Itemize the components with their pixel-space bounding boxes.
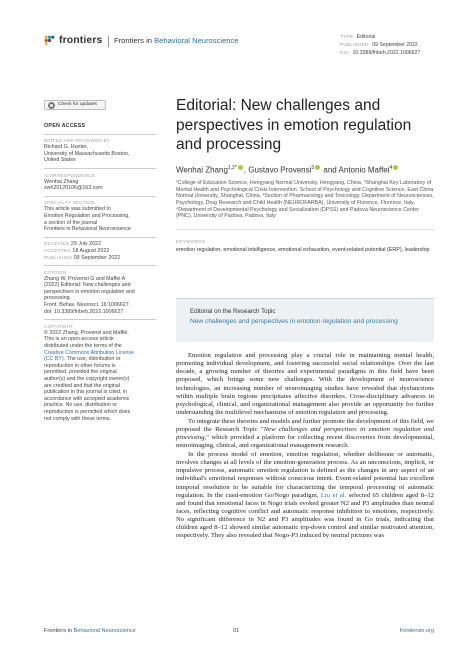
page-number: 01	[233, 628, 240, 634]
edited-label: EDITED AND REVIEWED BY	[44, 138, 111, 144]
frontiers-site-link[interactable]: frontiersin.org	[399, 628, 434, 634]
author-affiliation-marker: 1,2*	[227, 164, 237, 171]
body-text: selected 65 children aged 8–12 and found that emotional faces in Nogo trials evoked greater N2 and P3 amplitudes than neutral faces, reflecting cognitive conflict and automatic response inhibition to emotions, respectively. No significant difference in N2 and P3 amplitudes was found in Go trials, indicating that children aged 8–12 showed similar automatic top-down control and similar motivated attention, respectively. They also revealed that Nogo-P3 induced by neutral pictures was	[176, 491, 435, 540]
divider	[44, 196, 156, 197]
author-affiliation-marker: 3	[311, 164, 315, 171]
received-value: 29 July 2022	[70, 241, 101, 248]
frontiers-logo-icon	[44, 35, 55, 46]
accepted-value: 18 August 2022	[72, 247, 110, 254]
divider	[176, 229, 434, 230]
author-affiliation-marker: 4	[389, 164, 393, 171]
header-divider	[108, 36, 109, 47]
edited-value: Richard G. Hunter, University of Massachusetts Boston, United States	[44, 144, 130, 164]
divider	[44, 265, 156, 266]
author-name[interactable]: Gustavo Provensi	[248, 165, 312, 175]
author-name[interactable]: Wenhai Zhang	[176, 165, 228, 175]
body-paragraph	[176, 451, 434, 541]
accepted-row	[44, 248, 156, 255]
divider	[44, 237, 156, 238]
check-for-updates-button[interactable]	[44, 100, 106, 110]
correspondence-block	[44, 173, 156, 192]
orcid-icon[interactable]	[315, 165, 320, 170]
citation-link[interactable]: Liu et al.	[320, 491, 347, 499]
footer-journal-name[interactable]: Behavioral Neuroscience	[73, 628, 136, 634]
citation-label: CITATION	[44, 269, 67, 275]
check-updates-icon	[48, 102, 55, 109]
keywords-label: KEYWORDS	[176, 239, 206, 245]
body-text: ," which provided a platform for collecting recent discoveries from developmental, neuroimaging, clinical, and organizational management research.	[176, 434, 434, 450]
author-name[interactable]: Antonio Maffei	[338, 165, 390, 175]
correspondence-value[interactable]: Wenhai Zhang zwh20120106@163.com	[44, 178, 103, 192]
journal-prefix: Frontiers in	[114, 36, 152, 45]
specialty-block	[44, 200, 156, 232]
meta-type-label: TYPE	[340, 34, 354, 39]
article-body	[176, 352, 434, 541]
specialty-label: SPECIALTY SECTION	[44, 200, 95, 206]
divider	[44, 319, 156, 320]
copyright-block	[44, 324, 156, 422]
meta-published-value: 09 September 2022	[372, 42, 418, 49]
article-main	[176, 96, 434, 254]
body-text: To integrate these theories and models and further promote the development of this field, we proposed the Research Topic "	[176, 417, 434, 433]
footer-journal-prefix: Frontiers in	[44, 628, 72, 634]
article-meta	[340, 33, 420, 58]
logo-wordmark: frontiers	[59, 34, 103, 46]
footer-journal	[44, 628, 136, 634]
journal-name[interactable]	[114, 36, 239, 45]
research-topic-box	[176, 298, 434, 342]
affiliations: ¹College of Education Science, Hengyang Normal University, Hengyang, China, ²Shanghai Key Laboratory of Mental Health and Psychological Crisis Intervention, School of Psychology and Cognitive Science, East China Normal University, Shanghai, China, ³Section of Pharmacology and Toxicology, Department of Neurosciences, Psychology, Drug Research and Child Health (NEUROFARBA), University of Florence, Florence, Italy, ⁴Department of Developmental Psychology and Socialization (DPSS) and Padova Neuroscience Center (PNC), University of Padova, Padova, Italy	[176, 180, 434, 220]
keywords-list: emotion regulation, emotional intelligence, emotional exhaustion, event-related potential (ERP), leadership	[176, 247, 430, 254]
dates-block	[44, 241, 156, 261]
check-updates-label: Check for updates	[58, 101, 97, 107]
article-title: Editorial: New challenges and perspectives in emotion regulation and processing	[176, 97, 412, 153]
orcid-icon[interactable]	[393, 165, 398, 170]
copyright-label: COPYRIGHT	[44, 323, 74, 329]
cc-by-license-link[interactable]: Creative Commons Attribution License (CC BY).	[44, 349, 135, 363]
research-topic-title: New challenges and perspectives in emotion regulation and processing	[176, 425, 434, 442]
orcid-icon[interactable]	[238, 165, 243, 170]
received-row	[44, 241, 156, 248]
meta-published	[340, 41, 420, 49]
copyright-text: © 2022 Zhang, Provensi and Maffei. This is an open-access article distributed under the terms of the	[44, 329, 129, 350]
meta-published-label: PUBLISHED	[340, 42, 369, 48]
copyright-value	[44, 330, 156, 422]
received-label: RECEIVED	[44, 241, 70, 247]
article-sidebar	[44, 100, 156, 422]
meta-doi-label: DOI	[340, 50, 350, 56]
body-text: In the process model of emotion, emotion regulation, whether deliberate or automatic, involves changes at all levels of the emotion-generation process. As an unconscious, implicit, or impulsive process, automatic emotion regulation is defined as the changes in any aspect of an individual's emotional responses without conscious intent. Event-related potential has excellent temporal resolution to be suitable for characterizing the temporal processing of automatic regulation. In the cued-emotion Go/Nogo paradigm,	[176, 450, 434, 499]
meta-type	[340, 33, 420, 41]
copyright-text-cont: The use, distribution or reproduction in other forums is permitted, provided the original author(s) and the copyright owner(s) are credited and that the original publication in this journal is cited, in accordance with accepted academic practice. No use, distribution or reproduction is permitted which does not comply with these terms.	[44, 356, 131, 422]
edited-block	[44, 138, 156, 164]
journal-title: Behavioral Neuroscience	[154, 36, 239, 45]
meta-type-value: Editorial	[356, 34, 376, 40]
frontiers-logo[interactable]	[44, 34, 103, 46]
meta-doi[interactable]	[340, 49, 420, 57]
citation-block	[44, 270, 156, 316]
meta-doi-value[interactable]: 10.3389/fnbeh.2022.1006627	[352, 50, 421, 57]
citation-value: Zhang W, Provensi G and Maffei A (2022) Editorial: New challenges and perspectives in emotion regulation and processing. Front. Behav. Neurosci. 16:1006627. doi: 10.3389/fnbeh.2022.1006627	[44, 275, 135, 315]
divider	[44, 168, 156, 169]
body-paragraph	[176, 418, 434, 451]
correspondence-label: *CORRESPONDENCE	[44, 172, 96, 178]
specialty-value: This article was submitted to Emotion Regulation and Processing, a section of the journal Frontiers in Behavioral Neuroscience	[44, 206, 131, 233]
open-access-label: OPEN ACCESS	[44, 123, 86, 129]
published-label: PUBLISHED	[44, 254, 73, 260]
body-paragraph: Emotion regulation and processing play a crucial role in maintaining mental health, promoting individual development, and fostering successful social relationships. Over the last decade, a growing number of theories and experimental paradigms in this field have been proposed, which brings some new challenges. With the development of neuroscience technologies, an increasing number of neuroimaging studies have revealed that dysfunctions within multiple brain regions precipitates affective disorders. Cross-disciplinary advances in psychological, clinical, and organizational management also provide an opportunity for further understanding the multilevel mechanisms of emotion regulation and processing.	[176, 352, 434, 417]
published-value: 09 September 2022	[73, 254, 121, 261]
research-topic-label: Editorial on the Research Topic	[190, 308, 276, 315]
author-list: Wenhai Zhang$^{1,2*}$ , Gustavo Provensi$^3$ and Antonio Maffei$^4$	[176, 165, 434, 175]
page-header	[0, 0, 474, 80]
accepted-label: ACCEPTED	[44, 247, 71, 253]
research-topic-link[interactable]: New challenges and perspectives in emotion regulation and processing	[190, 318, 398, 325]
divider	[44, 134, 156, 135]
published-row	[44, 255, 156, 262]
